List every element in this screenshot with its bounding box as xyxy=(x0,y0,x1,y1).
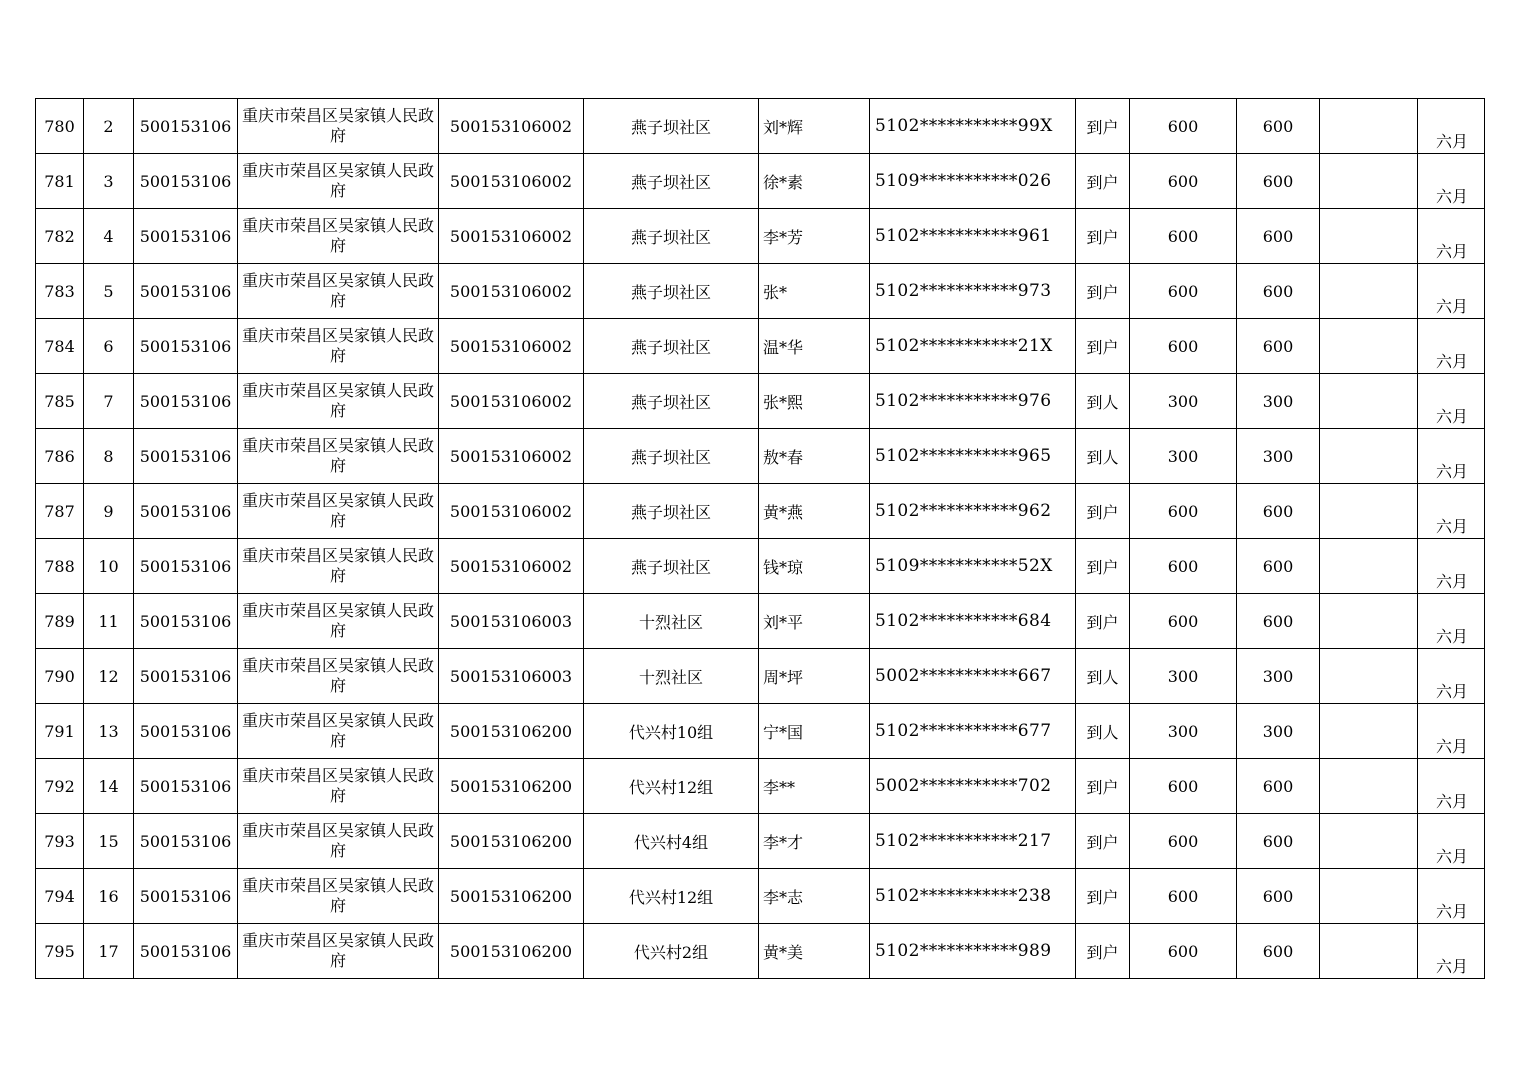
payment-type-cell: 到户 xyxy=(1076,99,1130,154)
row-index-cell: 791 xyxy=(36,704,84,759)
organization-cell: 重庆市荣昌区吴家镇人民政府 xyxy=(238,209,439,264)
sequence-cell: 13 xyxy=(84,704,134,759)
amount-cell: 300 xyxy=(1130,429,1237,484)
area-name-cell: 代兴村12组 xyxy=(584,759,759,814)
id-number-cell: 5102***********961 xyxy=(870,209,1076,264)
unit-code-cell: 500153106 xyxy=(134,209,238,264)
sequence-cell: 6 xyxy=(84,319,134,374)
person-name-cell: 黄*美 xyxy=(759,924,870,979)
amount-cell: 600 xyxy=(1130,154,1237,209)
payment-type-cell: 到人 xyxy=(1076,704,1130,759)
amount-cell: 600 xyxy=(1130,99,1237,154)
paid-amount-cell: 600 xyxy=(1237,264,1320,319)
id-number-cell: 5102***********989 xyxy=(870,924,1076,979)
row-index-cell: 784 xyxy=(36,319,84,374)
person-name-cell: 张* xyxy=(759,264,870,319)
month-cell: 六月 xyxy=(1418,649,1485,704)
table-row xyxy=(36,154,1485,209)
person-name-cell: 李*志 xyxy=(759,869,870,924)
unit-code-cell: 500153106 xyxy=(134,429,238,484)
row-index-cell: 795 xyxy=(36,924,84,979)
sequence-cell: 4 xyxy=(84,209,134,264)
sequence-cell: 5 xyxy=(84,264,134,319)
note-cell xyxy=(1320,99,1418,154)
payment-type-cell: 到人 xyxy=(1076,374,1130,429)
person-name-cell: 周*坪 xyxy=(759,649,870,704)
note-cell xyxy=(1320,704,1418,759)
paid-amount-cell: 600 xyxy=(1237,99,1320,154)
person-name-cell: 李*才 xyxy=(759,814,870,869)
id-number-cell: 5102***********238 xyxy=(870,869,1076,924)
person-name-cell: 黄*燕 xyxy=(759,484,870,539)
area-name-cell: 燕子坝社区 xyxy=(584,374,759,429)
note-cell xyxy=(1320,319,1418,374)
month-cell: 六月 xyxy=(1418,264,1485,319)
unit-code-cell: 500153106 xyxy=(134,924,238,979)
area-code-cell: 500153106002 xyxy=(439,209,584,264)
area-code-cell: 500153106002 xyxy=(439,99,584,154)
sequence-cell: 2 xyxy=(84,99,134,154)
table-row xyxy=(36,319,1485,374)
id-number-cell: 5102***********21X xyxy=(870,319,1076,374)
amount-cell: 300 xyxy=(1130,374,1237,429)
table-row xyxy=(36,539,1485,594)
paid-amount-cell: 600 xyxy=(1237,814,1320,869)
area-code-cell: 500153106003 xyxy=(439,649,584,704)
sequence-cell: 9 xyxy=(84,484,134,539)
payment-type-cell: 到户 xyxy=(1076,924,1130,979)
area-name-cell: 十烈社区 xyxy=(584,594,759,649)
row-index-cell: 790 xyxy=(36,649,84,704)
amount-cell: 600 xyxy=(1130,484,1237,539)
month-cell: 六月 xyxy=(1418,594,1485,649)
month-cell: 六月 xyxy=(1418,704,1485,759)
month-cell: 六月 xyxy=(1418,484,1485,539)
row-index-cell: 786 xyxy=(36,429,84,484)
area-name-cell: 十烈社区 xyxy=(584,649,759,704)
row-index-cell: 785 xyxy=(36,374,84,429)
area-name-cell: 燕子坝社区 xyxy=(584,539,759,594)
sequence-cell: 11 xyxy=(84,594,134,649)
unit-code-cell: 500153106 xyxy=(134,704,238,759)
table-row xyxy=(36,759,1485,814)
paid-amount-cell: 600 xyxy=(1237,539,1320,594)
sequence-cell: 14 xyxy=(84,759,134,814)
person-name-cell: 张*熙 xyxy=(759,374,870,429)
note-cell xyxy=(1320,924,1418,979)
area-name-cell: 燕子坝社区 xyxy=(584,264,759,319)
paid-amount-cell: 300 xyxy=(1237,704,1320,759)
amount-cell: 600 xyxy=(1130,264,1237,319)
note-cell xyxy=(1320,429,1418,484)
person-name-cell: 敖*春 xyxy=(759,429,870,484)
beneficiary-table xyxy=(35,98,1485,979)
amount-cell: 600 xyxy=(1130,319,1237,374)
row-index-cell: 781 xyxy=(36,154,84,209)
id-number-cell: 5109***********52X xyxy=(870,539,1076,594)
person-name-cell: 徐*素 xyxy=(759,154,870,209)
month-cell: 六月 xyxy=(1418,374,1485,429)
table-row xyxy=(36,594,1485,649)
payment-type-cell: 到户 xyxy=(1076,539,1130,594)
unit-code-cell: 500153106 xyxy=(134,539,238,594)
paid-amount-cell: 600 xyxy=(1237,319,1320,374)
unit-code-cell: 500153106 xyxy=(134,484,238,539)
payment-type-cell: 到户 xyxy=(1076,759,1130,814)
area-name-cell: 代兴村2组 xyxy=(584,924,759,979)
payment-type-cell: 到户 xyxy=(1076,814,1130,869)
row-index-cell: 782 xyxy=(36,209,84,264)
organization-cell: 重庆市荣昌区吴家镇人民政府 xyxy=(238,264,439,319)
row-index-cell: 787 xyxy=(36,484,84,539)
organization-cell: 重庆市荣昌区吴家镇人民政府 xyxy=(238,429,439,484)
month-cell: 六月 xyxy=(1418,869,1485,924)
id-number-cell: 5102***********976 xyxy=(870,374,1076,429)
unit-code-cell: 500153106 xyxy=(134,594,238,649)
area-code-cell: 500153106200 xyxy=(439,759,584,814)
organization-cell: 重庆市荣昌区吴家镇人民政府 xyxy=(238,814,439,869)
month-cell: 六月 xyxy=(1418,319,1485,374)
organization-cell: 重庆市荣昌区吴家镇人民政府 xyxy=(238,539,439,594)
area-code-cell: 500153106002 xyxy=(439,154,584,209)
unit-code-cell: 500153106 xyxy=(134,814,238,869)
amount-cell: 600 xyxy=(1130,869,1237,924)
sequence-cell: 8 xyxy=(84,429,134,484)
table-row xyxy=(36,484,1485,539)
id-number-cell: 5102***********684 xyxy=(870,594,1076,649)
area-name-cell: 燕子坝社区 xyxy=(584,209,759,264)
area-name-cell: 代兴村4组 xyxy=(584,814,759,869)
area-code-cell: 500153106200 xyxy=(439,924,584,979)
unit-code-cell: 500153106 xyxy=(134,319,238,374)
sequence-cell: 15 xyxy=(84,814,134,869)
id-number-cell: 5102***********965 xyxy=(870,429,1076,484)
area-code-cell: 500153106002 xyxy=(439,264,584,319)
area-code-cell: 500153106200 xyxy=(439,704,584,759)
row-index-cell: 788 xyxy=(36,539,84,594)
area-name-cell: 燕子坝社区 xyxy=(584,319,759,374)
paid-amount-cell: 600 xyxy=(1237,484,1320,539)
paid-amount-cell: 600 xyxy=(1237,759,1320,814)
area-code-cell: 500153106200 xyxy=(439,814,584,869)
id-number-cell: 5102***********973 xyxy=(870,264,1076,319)
area-code-cell: 500153106003 xyxy=(439,594,584,649)
area-code-cell: 500153106200 xyxy=(439,869,584,924)
organization-cell: 重庆市荣昌区吴家镇人民政府 xyxy=(238,704,439,759)
table-row xyxy=(36,429,1485,484)
unit-code-cell: 500153106 xyxy=(134,264,238,319)
sequence-cell: 16 xyxy=(84,869,134,924)
table-body xyxy=(36,99,1485,979)
month-cell: 六月 xyxy=(1418,759,1485,814)
organization-cell: 重庆市荣昌区吴家镇人民政府 xyxy=(238,649,439,704)
area-code-cell: 500153106002 xyxy=(439,429,584,484)
amount-cell: 300 xyxy=(1130,704,1237,759)
table-row xyxy=(36,814,1485,869)
paid-amount-cell: 300 xyxy=(1237,374,1320,429)
area-name-cell: 燕子坝社区 xyxy=(584,484,759,539)
payment-type-cell: 到人 xyxy=(1076,429,1130,484)
sequence-cell: 17 xyxy=(84,924,134,979)
id-number-cell: 5002***********702 xyxy=(870,759,1076,814)
payment-type-cell: 到户 xyxy=(1076,869,1130,924)
sequence-cell: 10 xyxy=(84,539,134,594)
organization-cell: 重庆市荣昌区吴家镇人民政府 xyxy=(238,594,439,649)
note-cell xyxy=(1320,374,1418,429)
row-index-cell: 793 xyxy=(36,814,84,869)
note-cell xyxy=(1320,484,1418,539)
paid-amount-cell: 600 xyxy=(1237,924,1320,979)
note-cell xyxy=(1320,814,1418,869)
row-index-cell: 783 xyxy=(36,264,84,319)
month-cell: 六月 xyxy=(1418,924,1485,979)
paid-amount-cell: 600 xyxy=(1237,594,1320,649)
unit-code-cell: 500153106 xyxy=(134,154,238,209)
amount-cell: 600 xyxy=(1130,209,1237,264)
paid-amount-cell: 300 xyxy=(1237,649,1320,704)
id-number-cell: 5102***********99X xyxy=(870,99,1076,154)
note-cell xyxy=(1320,539,1418,594)
id-number-cell: 5002***********667 xyxy=(870,649,1076,704)
month-cell: 六月 xyxy=(1418,429,1485,484)
area-name-cell: 燕子坝社区 xyxy=(584,154,759,209)
unit-code-cell: 500153106 xyxy=(134,869,238,924)
id-number-cell: 5109***********026 xyxy=(870,154,1076,209)
note-cell xyxy=(1320,209,1418,264)
paid-amount-cell: 600 xyxy=(1237,154,1320,209)
person-name-cell: 李** xyxy=(759,759,870,814)
area-code-cell: 500153106002 xyxy=(439,374,584,429)
payment-type-cell: 到人 xyxy=(1076,649,1130,704)
amount-cell: 600 xyxy=(1130,759,1237,814)
table-row xyxy=(36,264,1485,319)
table-row xyxy=(36,649,1485,704)
note-cell xyxy=(1320,594,1418,649)
organization-cell: 重庆市荣昌区吴家镇人民政府 xyxy=(238,319,439,374)
row-index-cell: 780 xyxy=(36,99,84,154)
organization-cell: 重庆市荣昌区吴家镇人民政府 xyxy=(238,99,439,154)
organization-cell: 重庆市荣昌区吴家镇人民政府 xyxy=(238,759,439,814)
note-cell xyxy=(1320,869,1418,924)
table-row xyxy=(36,924,1485,979)
person-name-cell: 李*芳 xyxy=(759,209,870,264)
person-name-cell: 温*华 xyxy=(759,319,870,374)
sequence-cell: 3 xyxy=(84,154,134,209)
row-index-cell: 794 xyxy=(36,869,84,924)
id-number-cell: 5102***********962 xyxy=(870,484,1076,539)
unit-code-cell: 500153106 xyxy=(134,99,238,154)
table-row xyxy=(36,374,1485,429)
unit-code-cell: 500153106 xyxy=(134,759,238,814)
table-row xyxy=(36,869,1485,924)
table-row xyxy=(36,704,1485,759)
amount-cell: 300 xyxy=(1130,649,1237,704)
table-row xyxy=(36,99,1485,154)
organization-cell: 重庆市荣昌区吴家镇人民政府 xyxy=(238,924,439,979)
area-code-cell: 500153106002 xyxy=(439,539,584,594)
area-name-cell: 燕子坝社区 xyxy=(584,99,759,154)
person-name-cell: 宁*国 xyxy=(759,704,870,759)
payment-type-cell: 到户 xyxy=(1076,319,1130,374)
month-cell: 六月 xyxy=(1418,99,1485,154)
amount-cell: 600 xyxy=(1130,924,1237,979)
amount-cell: 600 xyxy=(1130,594,1237,649)
payment-type-cell: 到户 xyxy=(1076,594,1130,649)
organization-cell: 重庆市荣昌区吴家镇人民政府 xyxy=(238,869,439,924)
person-name-cell: 刘*辉 xyxy=(759,99,870,154)
payment-type-cell: 到户 xyxy=(1076,264,1130,319)
area-name-cell: 燕子坝社区 xyxy=(584,429,759,484)
payment-type-cell: 到户 xyxy=(1076,154,1130,209)
row-index-cell: 789 xyxy=(36,594,84,649)
organization-cell: 重庆市荣昌区吴家镇人民政府 xyxy=(238,374,439,429)
person-name-cell: 钱*琼 xyxy=(759,539,870,594)
note-cell xyxy=(1320,264,1418,319)
row-index-cell: 792 xyxy=(36,759,84,814)
paid-amount-cell: 600 xyxy=(1237,869,1320,924)
paid-amount-cell: 600 xyxy=(1237,209,1320,264)
unit-code-cell: 500153106 xyxy=(134,649,238,704)
sequence-cell: 12 xyxy=(84,649,134,704)
month-cell: 六月 xyxy=(1418,209,1485,264)
area-code-cell: 500153106002 xyxy=(439,484,584,539)
organization-cell: 重庆市荣昌区吴家镇人民政府 xyxy=(238,154,439,209)
note-cell xyxy=(1320,649,1418,704)
month-cell: 六月 xyxy=(1418,814,1485,869)
paid-amount-cell: 300 xyxy=(1237,429,1320,484)
amount-cell: 600 xyxy=(1130,539,1237,594)
note-cell xyxy=(1320,154,1418,209)
sequence-cell: 7 xyxy=(84,374,134,429)
month-cell: 六月 xyxy=(1418,539,1485,594)
month-cell: 六月 xyxy=(1418,154,1485,209)
organization-cell: 重庆市荣昌区吴家镇人民政府 xyxy=(238,484,439,539)
area-code-cell: 500153106002 xyxy=(439,319,584,374)
area-name-cell: 代兴村12组 xyxy=(584,869,759,924)
id-number-cell: 5102***********677 xyxy=(870,704,1076,759)
area-name-cell: 代兴村10组 xyxy=(584,704,759,759)
person-name-cell: 刘*平 xyxy=(759,594,870,649)
id-number-cell: 5102***********217 xyxy=(870,814,1076,869)
note-cell xyxy=(1320,759,1418,814)
payment-type-cell: 到户 xyxy=(1076,209,1130,264)
amount-cell: 600 xyxy=(1130,814,1237,869)
payment-type-cell: 到户 xyxy=(1076,484,1130,539)
unit-code-cell: 500153106 xyxy=(134,374,238,429)
table-row xyxy=(36,209,1485,264)
